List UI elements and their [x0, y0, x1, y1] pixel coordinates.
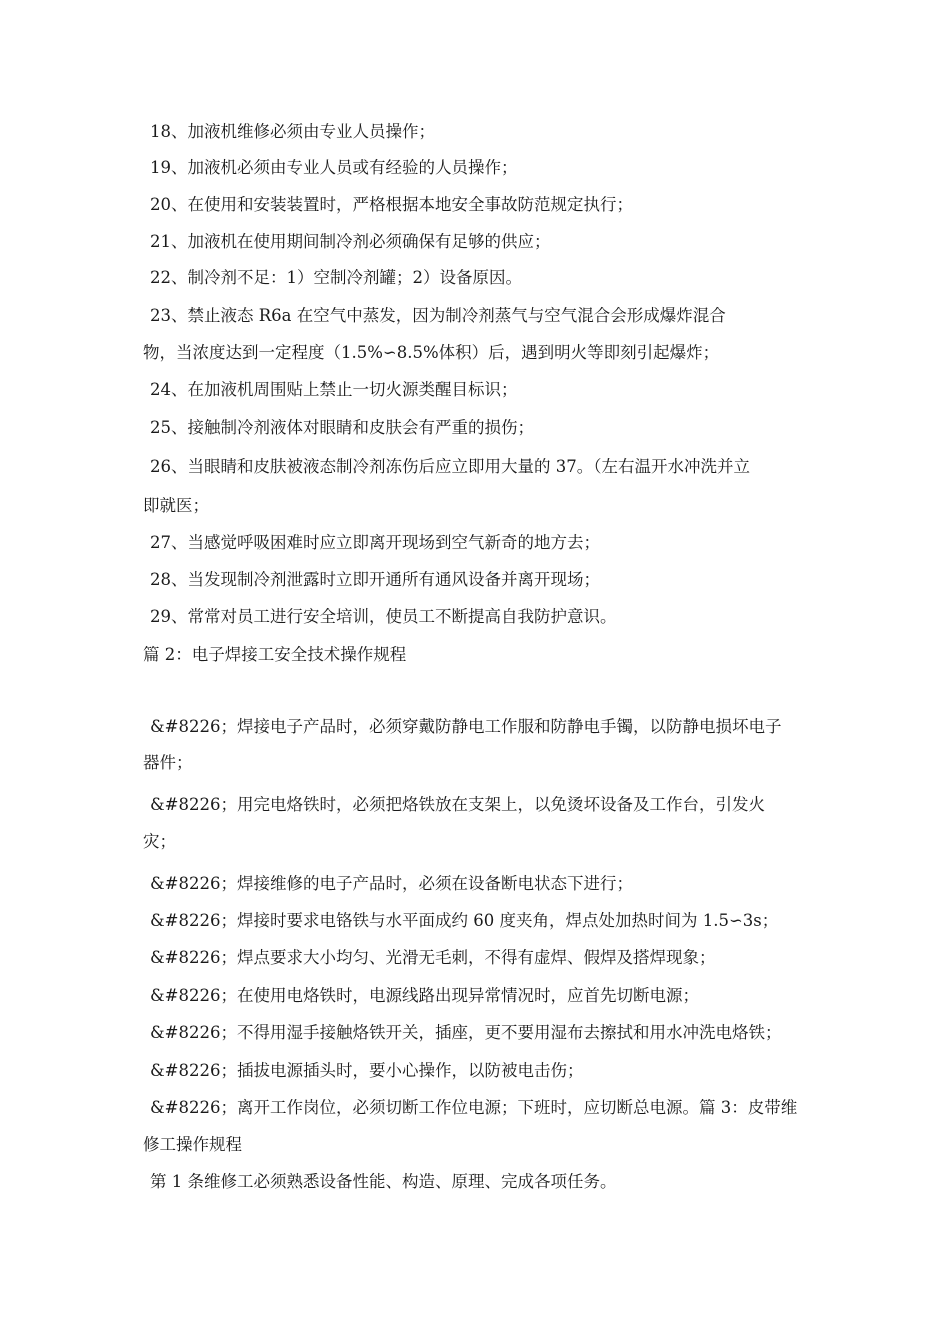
section-2-title: 篇 2：电子焊接工安全技术操作规程: [143, 645, 407, 664]
item-29: 29、常常对员工进行安全培训，使员工不断提高自我防护意识。: [150, 607, 617, 626]
item-26-continued: 即就医；: [143, 496, 209, 515]
bullet-item: &#8226；焊接电子产品时，必须穿戴防静电工作服和防静电手镯，以防静电损坏电子: [150, 717, 782, 736]
bullet-item: &#8226；不得用湿手接触烙铁开关，插座，更不要用湿布去擦拭和用水冲洗电烙铁；: [150, 1023, 782, 1042]
bullet-item: &#8226；焊接时要求电铬铁与水平面成约 60 度夹角，焊点处加热时间为 1.5∽3s；: [150, 911, 779, 930]
bullet-item-continued: 器件；: [143, 753, 193, 772]
item-22: 22、制冷剂不足：1）空制冷剂罐；2）设备原因。: [150, 268, 522, 287]
bullet-item: &#8226；在使用电烙铁时，电源线路出现异常情况时，应首先切断电源；: [150, 986, 700, 1005]
item-27: 27、当感觉呼吸困难时应立即离开现场到空气新奇的地方去；: [150, 533, 600, 552]
bullet-item: &#8226；用完电烙铁时，必须把烙铁放在支架上，以免烫坏设备及工作台，引发火: [150, 795, 766, 814]
bullet-item: &#8226；插拔电源插头时，要小心操作，以防被电击伤；: [150, 1061, 584, 1080]
section-3-title: 修工操作规程: [143, 1135, 242, 1154]
item-25: 25、接触制冷剂液体对眼睛和皮肤会有严重的损伤；: [150, 418, 534, 437]
bullet-item: &#8226；焊点要求大小均匀、光滑无毛刺，不得有虚焊、假焊及搭焊现象；: [150, 948, 716, 967]
item-23: 23、禁止液态 R6a 在空气中蒸发，因为制冷剂蒸气与空气混合会形成爆炸混合: [150, 306, 726, 325]
item-23-continued: 物，当浓度达到一定程度（1.5%∽8.5%体积）后，遇到明火等即刻引起爆炸；: [143, 343, 720, 362]
item-26: 26、当眼睛和皮肤被液态制冷剂冻伤后应立即用大量的 37。（左右温开水冲洗并立: [150, 457, 750, 476]
bullet-item: &#8226；焊接维修的电子产品时，必须在设备断电状态下进行；: [150, 874, 634, 893]
item-24: 24、在加液机周围贴上禁止一切火源类醒目标识；: [150, 380, 518, 399]
article-1: 第 1 条维修工必须熟悉设备性能、构造、原理、完成各项任务。: [150, 1172, 617, 1191]
item-20: 20、在使用和安装装置时，严格根据本地安全事故防范规定执行；: [150, 195, 633, 214]
bullet-item-continued: 灾；: [143, 832, 176, 851]
item-21: 21、加液机在使用期间制冷剂必须确保有足够的供应；: [150, 232, 551, 251]
bullet-item: &#8226；离开工作岗位，必须切断工作位电源；下班时，应切断总电源。篇 3：皮带维: [150, 1098, 798, 1117]
item-19: 19、加液机必须由专业人员或有经验的人员操作；: [150, 158, 518, 177]
item-18: 18、加液机维修必须由专业人员操作；: [150, 122, 435, 141]
item-28: 28、当发现制冷剂泄露时立即开通所有通风设备并离开现场；: [150, 570, 600, 589]
